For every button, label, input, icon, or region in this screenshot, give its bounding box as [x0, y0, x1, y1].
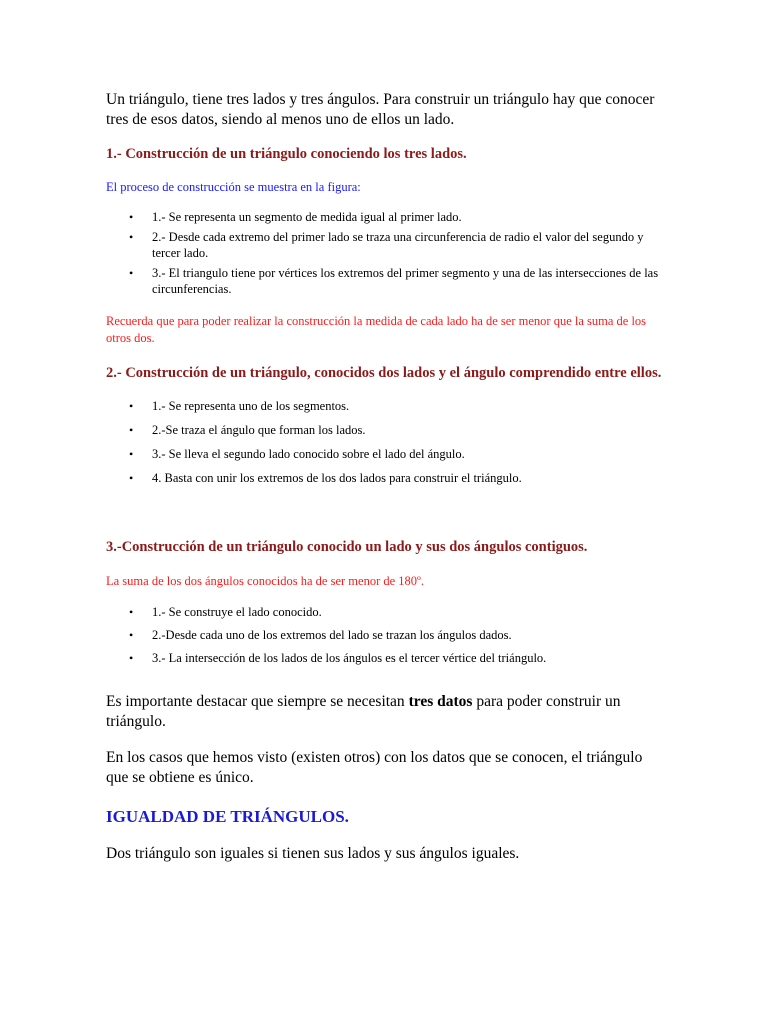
list-item	[106, 604, 666, 620]
list-item	[106, 446, 666, 462]
list-item-text: 2.- Desde cada extremo del primer lado se traza una circunferencia de radio el valor del segundo y tercer lado.	[152, 230, 644, 260]
bullet-icon: •	[129, 399, 134, 413]
list-item-text: 3.- Se lleva el segundo lado conocido sobre el lado del ángulo.	[152, 447, 465, 461]
bullet-icon: •	[129, 447, 134, 461]
list-item	[106, 650, 666, 666]
list-item	[106, 398, 666, 414]
equality-text: Dos triángulo son iguales si tienen sus lados y sus ángulos iguales.	[106, 845, 520, 862]
conclusion-text-before: Es importante destacar que siempre se necesitan	[106, 693, 409, 710]
section1-note: El proceso de construcción se muestra en la figura:	[106, 180, 361, 194]
list-item-text: 4. Basta con unir los extremos de los dos lados para construir el triángulo.	[152, 471, 522, 485]
section1-title: 1.- Construcción de un triángulo conociendo los tres lados.	[106, 146, 467, 162]
equality-title: IGUALDAD DE TRIÁNGULOS.	[106, 807, 349, 826]
bullet-icon: •	[129, 423, 134, 437]
section2-title: 2.- Construcción de un triángulo, conocidos dos lados y el ángulo comprendido entre ellos.	[106, 365, 662, 381]
section3-warning: La suma de los dos ángulos conocidos ha de ser menor de 180º.	[106, 574, 425, 588]
section3-title: 3.-Construcción de un triángulo conocido un lado y sus dos ángulos contiguos.	[106, 539, 588, 555]
conclusion-bold-text: tres datos	[408, 693, 473, 710]
list-item-text: 1.- Se construye el lado conocido.	[152, 605, 322, 619]
bullet-icon: •	[129, 230, 134, 244]
list-item-text: 2.-Desde cada uno de los extremos del lado se trazan los ángulos dados.	[152, 628, 512, 642]
list-item-text: 2.-Se traza el ángulo que forman los lados.	[152, 423, 366, 437]
section1-warning: Recuerda que para poder realizar la construcción la medida de cada lado ha de ser menor que la suma de los otros dos.	[106, 314, 647, 345]
section1-list	[106, 209, 666, 297]
list-item	[106, 422, 666, 438]
list-item-text: 3.- La intersección de los lados de los ángulos es el tercer vértice del triángulo.	[152, 651, 547, 665]
bullet-icon: •	[129, 210, 134, 224]
conclusion-paragraph-2: En los casos que hemos visto (existen otros) con los datos que se conocen, el triángulo que se obtiene es único.	[106, 749, 643, 786]
intro-paragraph: Un triángulo, tiene tres lados y tres ángulos. Para construir un triángulo hay que conocer tres de esos datos, siendo al menos uno de ellos un lado.	[106, 91, 655, 128]
bullet-icon: •	[129, 266, 134, 280]
list-item	[106, 209, 666, 225]
bullet-icon: •	[129, 628, 134, 642]
list-item-text: 1.- Se representa uno de los segmentos.	[152, 399, 350, 413]
bullet-icon: •	[129, 605, 134, 619]
conclusion-paragraph-1	[106, 692, 666, 732]
list-item	[106, 265, 666, 297]
list-item-text: 1.- Se representa un segmento de medida igual al primer lado.	[152, 210, 462, 224]
list-item	[106, 470, 666, 486]
document-page	[106, 90, 666, 864]
list-item-text: 3.- El triangulo tiene por vértices los extremos del primer segmento y una de las intersecciones de las circunferencias.	[152, 266, 659, 296]
bullet-icon: •	[129, 471, 134, 485]
section2-list	[106, 398, 666, 486]
list-item	[106, 229, 666, 261]
list-item	[106, 627, 666, 643]
section3-list	[106, 604, 666, 666]
conclusion-text-after: para poder construir un triángulo.	[106, 693, 621, 730]
bullet-icon: •	[129, 651, 134, 665]
